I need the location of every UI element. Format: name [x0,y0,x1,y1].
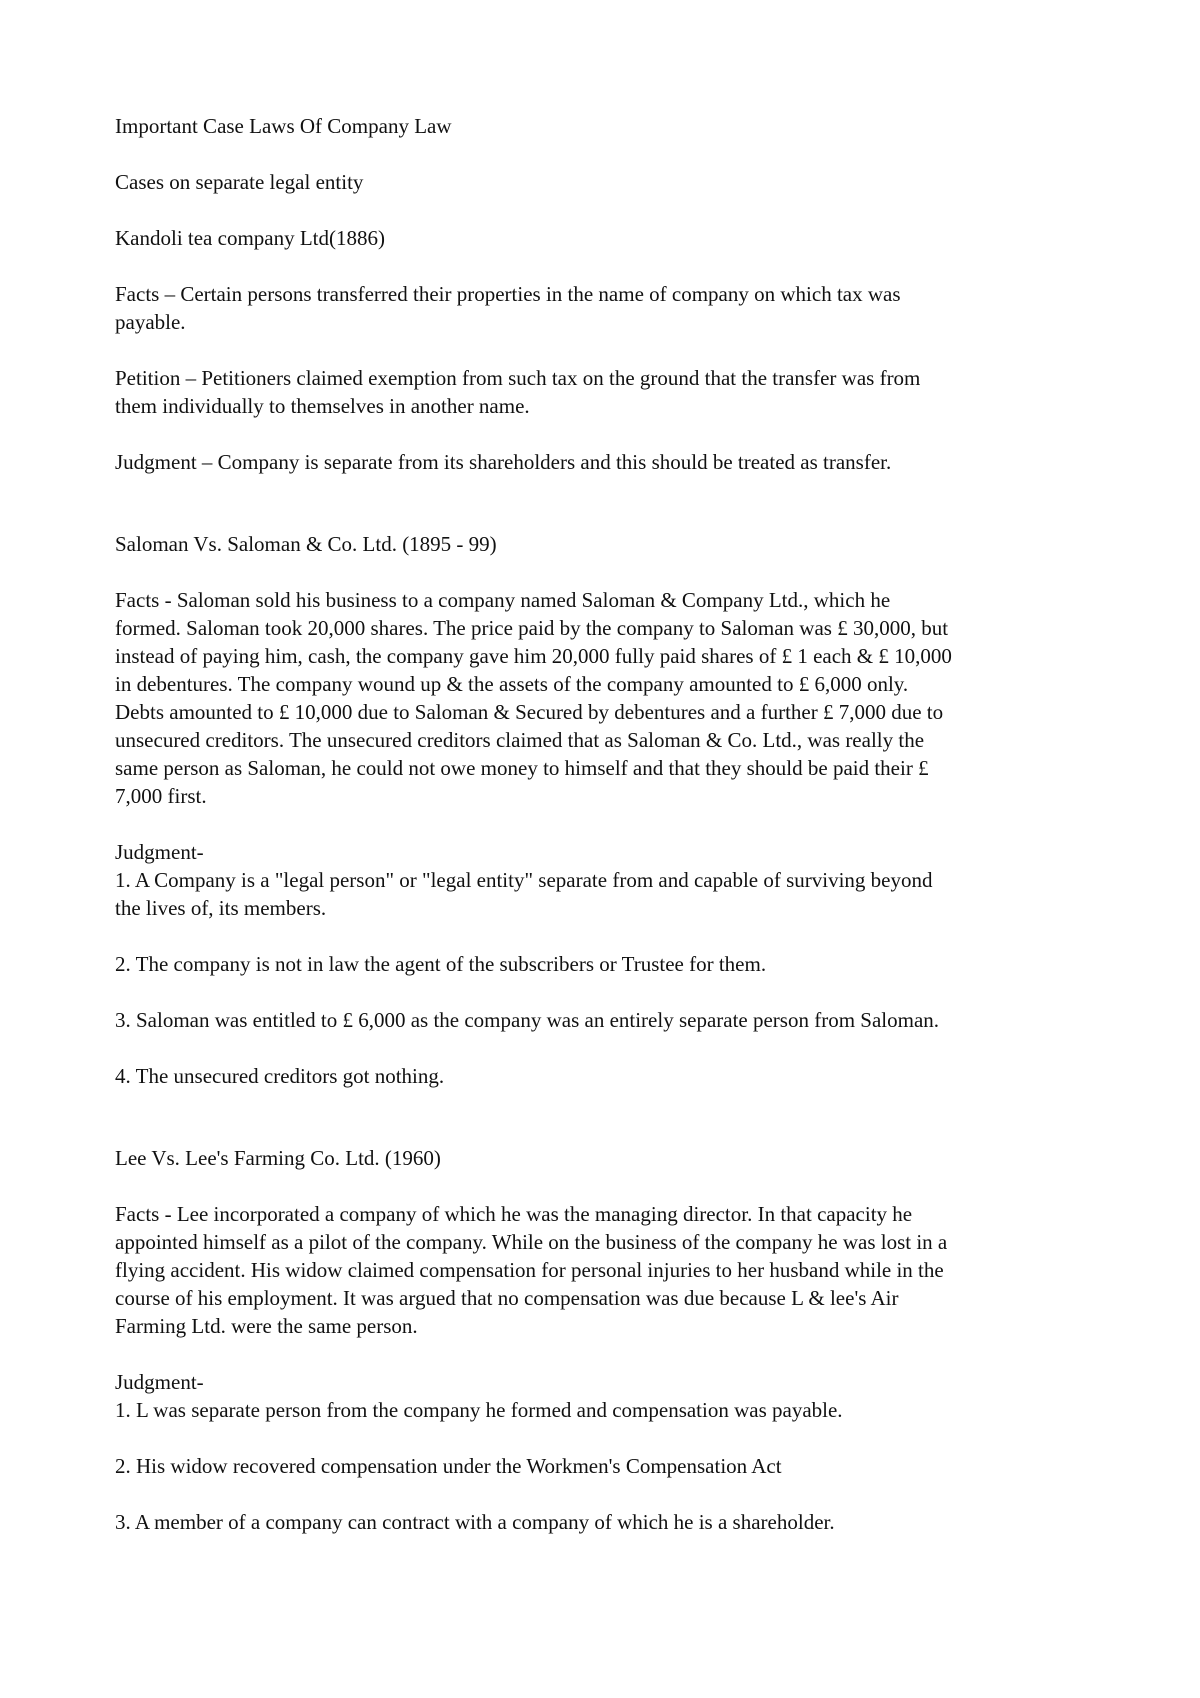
case-facts-kandoli: Facts – Certain persons transferred their properties in the name of company on which tax was payable. [115,282,901,334]
judgment-point-saloman-2: 2. The company is not in law the agent of the subscribers or Trustee for them. [115,952,767,976]
judgment-point-lee-1: 1. L was separate person from the company he formed and compensation was payable. [115,1398,843,1422]
section-heading: Cases on separate legal entity [115,170,364,194]
judgment-point-saloman-1: 1. A Company is a "legal person" or "legal entity" separate from and capable of surviving beyond the lives of, its members. [115,868,933,920]
case-petition-kandoli: Petition – Petitioners claimed exemption from such tax on the ground that the transfer was from them individually to themselves in another name. [115,366,921,418]
case-title-saloman: Saloman Vs. Saloman & Co. Ltd. (1895 - 99) [115,532,497,556]
case-facts-saloman: Facts - Saloman sold his business to a company named Saloman & Company Ltd., which he formed. Saloman took 20,000 shares. The price paid by the company to Saloman was £ 30,000, but instead of paying him, cash, the company gave him 20,000 fully paid shares of £ 1 each & £ 10,000 in debentures. The company wound up & the assets of the company amounted to £ 6,000 only. Debts amounted to £ 10,000 due to Saloman & Secured by debentures and a further £ 7,000 due to unsecured creditors. The unsecured creditors claimed that as Saloman & Co. Ltd., was really the same person as Saloman, he could not owe money to himself and that they should be paid their £ 7,000 first. [115,588,952,808]
document-title: Important Case Laws Of Company Law [115,114,452,138]
case-judgment-kandoli: Judgment – Company is separate from its shareholders and this should be treated as transfer. [115,450,892,474]
judgment-point-lee-2: 2. His widow recovered compensation under the Workmen's Compensation Act [115,1454,782,1478]
case-judgment-label-lee: Judgment- [115,1370,204,1394]
judgment-point-saloman-3: 3. Saloman was entitled to £ 6,000 as the company was an entirely separate person from Saloman. [115,1008,940,1032]
case-judgment-label-saloman: Judgment- [115,840,204,864]
case-title-kandoli: Kandoli tea company Ltd(1886) [115,226,386,250]
judgment-point-saloman-4: 4. The unsecured creditors got nothing. [115,1064,445,1088]
judgment-point-lee-3: 3. A member of a company can contract with a company of which he is a shareholder. [115,1510,835,1534]
case-facts-lee: Facts - Lee incorporated a company of which he was the managing director. In that capacity he appointed himself as a pilot of the company. While on the business of the company he was lost in a flying accident. His widow claimed compensation for personal injuries to her husband while in the course of his employment. It was argued that no compensation was due because L & lee's Air Farming Ltd. were the same person. [115,1202,948,1338]
case-title-lee: Lee Vs. Lee's Farming Co. Ltd. (1960) [115,1146,441,1170]
